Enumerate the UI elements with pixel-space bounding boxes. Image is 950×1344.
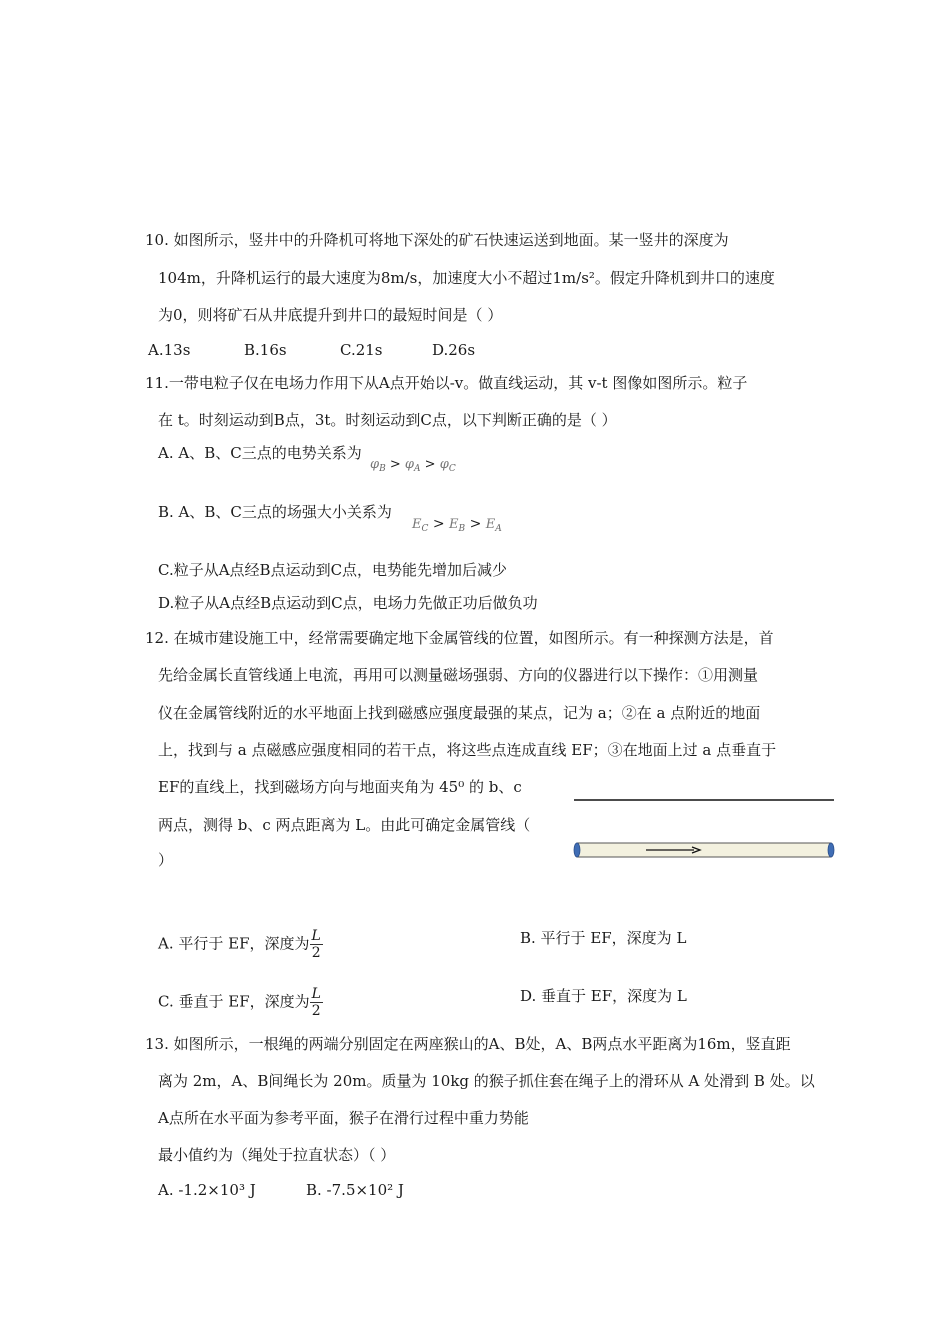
pipe-right-cap — [828, 843, 834, 857]
q13-option-a: A. -1.2×10³ J — [158, 1181, 256, 1199]
q12-option-a-text: A. 平行于 EF，深度为 — [158, 934, 310, 953]
operator: > — [469, 516, 482, 532]
q11-line-1: 11.一带电粒子仅在电场力作用下从A点开始以-v。做直线运动，其 v-t 图像如图所示。粒子 — [145, 374, 748, 392]
q12-option-a — [158, 928, 323, 961]
q11-option-a-text: A. A、B、C三点的电势关系为 — [158, 444, 362, 462]
e-symbol: E — [412, 517, 422, 532]
q12-option-b: B. 平行于 EF，深度为 L — [520, 929, 687, 947]
operator: > — [424, 457, 436, 472]
q11-option-a — [158, 443, 362, 463]
phi-symbol: φ — [404, 457, 415, 472]
subscript: C — [448, 464, 456, 474]
q12-line-1: 12. 在城市建设施工中，经常需要确定地下金属管线的位置，如图所示。有一种探测方法是，首 — [145, 629, 774, 647]
q10-option-c: C.21s — [340, 341, 383, 359]
operator: > — [389, 457, 401, 472]
q12-line-2: 先给金属长直管线通上电流，再用可以测量磁场强弱、方向的仪器进行以下操作：①用测量 — [158, 666, 759, 684]
subscript: A — [495, 524, 502, 534]
pipe-figure — [568, 792, 840, 866]
pipe-body — [577, 843, 831, 857]
phi-symbol: φ — [370, 457, 380, 472]
e-symbol: E — [485, 517, 496, 532]
q12-option-c — [158, 986, 323, 1019]
subscript: B — [458, 524, 466, 534]
q11-option-b-text: B. A、B、C三点的场强大小关系为 — [158, 503, 392, 521]
q11-line-2: 在 t。时刻运动到B点，3t。时刻运动到C点，以下判断正确的是（ ） — [158, 411, 617, 429]
q13-line-3: A点所在水平面为参考平面，猴子在滑行过程中重力势能 — [158, 1109, 529, 1127]
q10-option-a: A.13s — [148, 341, 191, 359]
q13-line-1: 13. 如图所示，一根绳的两端分别固定在两座猴山的A、B处，A、B两点水平距离为16m，竖直距 — [145, 1035, 791, 1053]
q12-line-7: ） — [158, 851, 174, 869]
q11-option-a-formula — [370, 455, 456, 479]
q12-line-3: 仪在金属管线附近的水平地面上找到磁感应强度最强的某点，记为 a；②在 a 点附近的地面 — [158, 704, 761, 722]
q12-option-c-text: C. 垂直于 EF，深度为 — [158, 992, 310, 1011]
q13-line-4: 最小值约为（绳处于拉直状态）（ ） — [158, 1146, 396, 1164]
q11-option-b-formula — [412, 514, 502, 539]
q10-line-2: 104m，升降机运行的最大速度为8m/s，加速度大小不超过1m/s²。假定升降机到井口的速度 — [158, 269, 775, 287]
pipe-left-cap — [574, 843, 580, 857]
q10-option-d: D.26s — [432, 341, 476, 359]
q12-line-5: EF的直线上，找到磁场方向与地面夹角为 45⁰ 的 b、c — [158, 778, 522, 796]
q10-line-3: 为0，则将矿石从井底提升到井口的最短时间是（ ） — [158, 306, 503, 324]
subscript: C — [421, 524, 429, 534]
q10-line-1: 10. 如图所示，竖井中的升降机可将地下深处的矿石快速运送到地面。某一竖井的深度为 — [145, 231, 729, 249]
subscript: B — [379, 464, 386, 474]
q11-option-b — [158, 502, 392, 522]
operator: > — [432, 516, 445, 532]
q11-option-d: D.粒子从A点经B点运动到C点，电场力先做正功后做负功 — [158, 594, 538, 612]
fraction-numerator: L — [311, 928, 321, 944]
phi-symbol: φ — [439, 457, 449, 472]
e-symbol: E — [449, 517, 459, 532]
q12-option-d: D. 垂直于 EF，深度为 L — [520, 987, 687, 1005]
q13-line-2: 离为 2m，A、B间绳长为 20m。质量为 10kg 的猴子抓住套在绳子上的滑环从 A 处滑到 B 处。以 — [158, 1072, 815, 1090]
fraction-l-over-2 — [310, 986, 323, 1019]
fraction-denominator: 2 — [311, 1003, 321, 1019]
q11-option-c: C.粒子从A点经B点运动到C点，电势能先增加后减少 — [158, 561, 508, 579]
fraction-denominator: 2 — [311, 945, 321, 961]
fraction-l-over-2 — [310, 928, 323, 961]
q13-option-b: B. -7.5×10² J — [306, 1181, 404, 1199]
fraction-numerator: L — [311, 986, 321, 1002]
q10-option-b: B.16s — [244, 341, 287, 359]
subscript: A — [414, 464, 421, 474]
q12-line-4: 上，找到与 a 点磁感应强度相同的若干点，将这些点连成直线 EF；③在地面上过 a 点垂直于 — [158, 741, 777, 759]
q12-line-6: 两点，测得 b、c 两点距离为 L。由此可确定金属管线（ — [158, 816, 531, 834]
